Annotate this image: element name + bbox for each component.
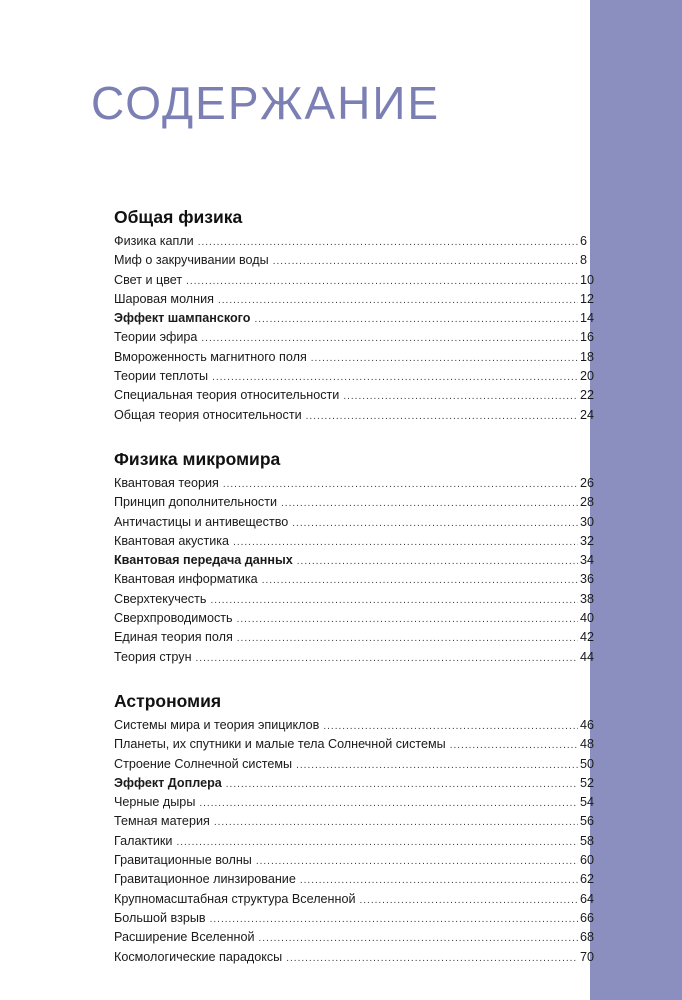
toc-entry-page-number: 40	[580, 611, 595, 626]
toc-entry-page-number: 20	[580, 369, 595, 384]
toc-entry-title: Квантовая информатика	[114, 572, 258, 587]
toc-entry-title: Свет и цвет	[114, 272, 183, 287]
dot-leader	[323, 717, 578, 736]
toc-entry-page-number: 30	[580, 514, 595, 529]
toc-entry-title: Гравитационное линзирование	[114, 872, 296, 887]
toc-entry-title: Строение Солнечной системы	[114, 756, 293, 771]
dot-leader	[233, 533, 578, 552]
toc-entry[interactable]	[114, 570, 598, 589]
toc-entry-title: Гравитационные волны	[114, 853, 252, 868]
toc-entry-page-number: 18	[580, 349, 595, 364]
dot-leader	[286, 949, 578, 968]
toc-entry-page-number: 26	[580, 475, 595, 490]
dot-leader	[306, 407, 578, 426]
toc-section	[114, 689, 598, 967]
toc-section	[114, 205, 598, 425]
section-heading: Астрономия	[114, 690, 222, 711]
dot-leader	[210, 910, 578, 929]
toc-entry-page-number: 50	[580, 756, 595, 771]
dot-leader	[292, 514, 578, 533]
toc-entry-page-number: 22	[580, 388, 595, 403]
toc-entry[interactable]	[114, 890, 598, 909]
toc-entry-page-number: 48	[580, 737, 595, 752]
toc-entry[interactable]	[114, 735, 598, 754]
table-of-contents	[114, 205, 598, 989]
toc-entry-title: Теория струн	[114, 649, 192, 664]
toc-entry-page-number: 64	[580, 891, 595, 906]
toc-entry-title: Общая теория относительности	[114, 407, 302, 422]
toc-entry-page-number: 60	[580, 853, 595, 868]
toc-entry-page-number: 8	[580, 253, 588, 268]
toc-entry-page-number: 12	[580, 291, 595, 306]
dot-leader	[256, 852, 578, 871]
dot-leader	[212, 368, 578, 387]
dot-leader	[262, 571, 578, 590]
toc-entry[interactable]	[114, 870, 598, 889]
dot-leader	[196, 649, 578, 668]
toc-entry-page-number: 66	[580, 910, 595, 925]
toc-entry[interactable]	[114, 716, 598, 735]
toc-entry[interactable]	[114, 793, 598, 812]
toc-entry-page-number: 70	[580, 949, 595, 964]
toc-entry-page-number: 10	[580, 272, 595, 287]
toc-entry-title: Черные дыры	[114, 795, 196, 810]
dot-leader	[226, 775, 578, 794]
toc-entry-page-number: 58	[580, 833, 595, 848]
toc-entry-title: Принцип дополнительности	[114, 495, 278, 510]
toc-entry-page-number: 38	[580, 591, 595, 606]
toc-entry-title: Античастицы и антивещество	[114, 514, 289, 529]
toc-entry-page-number: 16	[580, 330, 595, 345]
toc-entry-title: Квантовая передача данных	[114, 553, 293, 568]
toc-entry-page-number: 56	[580, 814, 595, 829]
toc-entry[interactable]	[114, 628, 598, 647]
toc-entry-title: Большой взрыв	[114, 910, 206, 925]
toc-entry-page-number: 54	[580, 795, 595, 810]
dot-leader	[259, 929, 578, 948]
toc-entry-page-number: 52	[580, 775, 595, 790]
toc-entry-title: Галактики	[114, 833, 173, 848]
toc-entry[interactable]	[114, 348, 598, 367]
dot-leader	[300, 871, 578, 890]
toc-entry-page-number: 36	[580, 572, 595, 587]
toc-entry[interactable]	[114, 851, 598, 870]
dot-leader	[450, 736, 578, 755]
dot-leader	[343, 387, 578, 406]
toc-entry-title: Единая теория поля	[114, 630, 233, 645]
toc-entry[interactable]	[114, 948, 598, 967]
toc-entry-title: Планеты, их спутники и малые тела Солнечной системы	[114, 737, 446, 752]
toc-entry-page-number: 68	[580, 930, 595, 945]
toc-entry[interactable]	[114, 755, 598, 774]
toc-entry-page-number: 34	[580, 553, 595, 568]
section-heading: Физика микромира	[114, 448, 281, 469]
toc-entry[interactable]	[114, 928, 598, 947]
dot-leader	[296, 756, 578, 775]
toc-entry[interactable]	[114, 609, 598, 628]
dot-leader	[237, 610, 578, 629]
toc-entry[interactable]	[114, 328, 598, 347]
toc-entry-title: Эффект шампанского	[114, 311, 251, 326]
toc-entry-title: Квантовая теория	[114, 475, 219, 490]
toc-entry[interactable]	[114, 590, 598, 609]
side-color-band	[590, 0, 682, 1000]
dot-leader	[198, 233, 578, 252]
toc-entry[interactable]	[114, 367, 598, 386]
toc-entry[interactable]	[114, 812, 598, 831]
toc-entry[interactable]	[114, 271, 598, 290]
dot-leader	[297, 552, 578, 571]
toc-entry[interactable]	[114, 251, 598, 270]
section-heading: Общая физика	[114, 207, 243, 227]
toc-entry[interactable]	[114, 232, 598, 251]
toc-entry-title: Сверхпроводимость	[114, 611, 233, 626]
dot-leader	[199, 794, 578, 813]
toc-entry-title: Шаровая молния	[114, 291, 214, 306]
toc-entry-page-number: 62	[580, 872, 595, 887]
dot-leader	[273, 252, 578, 271]
toc-entry-page-number: 32	[580, 533, 595, 548]
toc-entry-page-number: 6	[580, 234, 588, 248]
dot-leader	[218, 291, 578, 310]
dot-leader	[254, 310, 578, 329]
dot-leader	[176, 833, 578, 852]
toc-entry-title: Физика капли	[114, 234, 194, 248]
toc-entry[interactable]	[114, 493, 598, 512]
toc-entry-title: Специальная теория относительности	[114, 388, 340, 403]
toc-entry[interactable]	[114, 774, 598, 793]
toc-entry[interactable]	[114, 309, 598, 328]
toc-entry-title: Расширение Вселенной	[114, 930, 255, 945]
toc-entry[interactable]	[114, 551, 598, 570]
toc-entry[interactable]	[114, 386, 598, 405]
toc-section	[114, 447, 598, 667]
toc-entry-title: Квантовая акустика	[114, 533, 230, 548]
toc-entry-title: Темная материя	[114, 814, 210, 829]
toc-entry-title: Вмороженность магнитного поля	[114, 349, 307, 364]
dot-leader	[311, 349, 578, 368]
toc-entry-page-number: 14	[580, 311, 595, 326]
toc-entry-page-number: 44	[580, 649, 595, 664]
toc-entry-page-number: 46	[580, 717, 595, 732]
dot-leader	[214, 813, 578, 832]
dot-leader	[186, 272, 578, 291]
toc-entry[interactable]	[114, 909, 598, 928]
toc-entry[interactable]	[114, 648, 598, 667]
dot-leader	[223, 475, 578, 494]
dot-leader	[210, 591, 578, 610]
toc-entry-title: Космологические парадоксы	[114, 949, 283, 964]
toc-entry-page-number: 28	[580, 495, 595, 510]
toc-entry[interactable]	[114, 406, 598, 425]
toc-entry[interactable]	[114, 832, 598, 851]
toc-entry[interactable]	[114, 474, 598, 493]
toc-entry-title: Теории эфира	[114, 330, 198, 345]
page-title: СОДЕРЖАНИЕ	[91, 77, 441, 129]
toc-entry-page-number: 42	[580, 630, 595, 645]
toc-entry-title: Крупномасштабная структура Вселенной	[114, 891, 356, 906]
toc-entry-title: Системы мира и теория эпициклов	[114, 717, 320, 732]
toc-entry-title: Миф о закручивании воды	[114, 253, 269, 268]
toc-entry[interactable]	[114, 290, 598, 309]
toc-entry-title: Теории теплоты	[114, 369, 209, 384]
dot-leader	[281, 494, 578, 513]
toc-entry-page-number: 24	[580, 407, 595, 422]
toc-entry-title: Сверхтекучесть	[114, 591, 207, 606]
toc-entry-title: Эффект Доплера	[114, 775, 222, 790]
dot-leader	[237, 629, 578, 648]
toc-entry[interactable]	[114, 532, 598, 551]
dot-leader	[360, 891, 579, 910]
toc-entry[interactable]	[114, 513, 598, 532]
dot-leader	[201, 329, 578, 348]
